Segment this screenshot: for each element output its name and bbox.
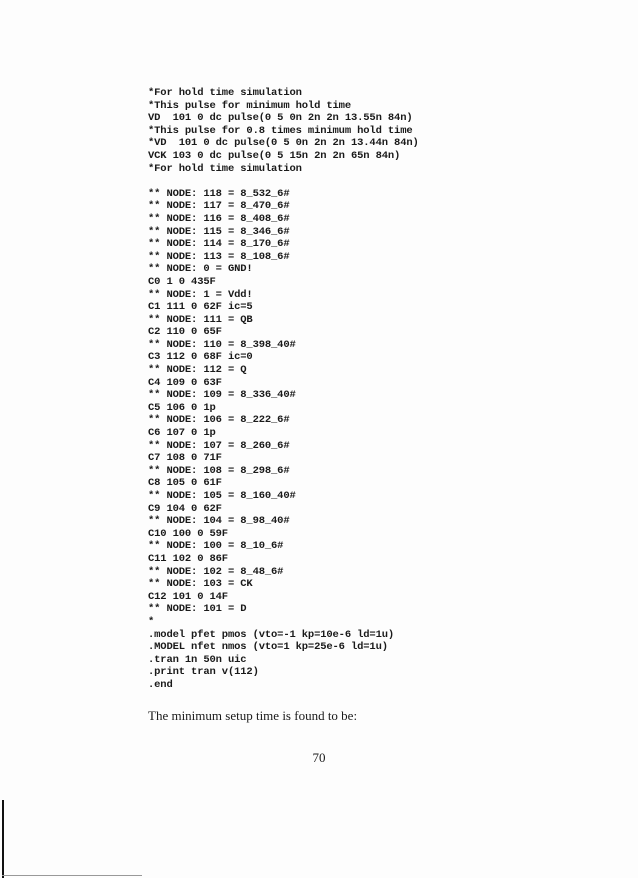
code-blank-line	[148, 175, 419, 188]
code-line: C6 107 0 1p	[148, 427, 216, 440]
code-line: ** NODE: 116 = 8_408_6#	[148, 212, 290, 225]
code-line: ** NODE: 102 = 8_48_6#	[148, 565, 284, 578]
code-line: ** NODE: 105 = 8_160_40#	[148, 490, 296, 502]
code-line: ** NODE: 118 = 8_532_6#	[148, 187, 290, 200]
code-line: C9 104 0 62F	[148, 502, 222, 515]
code-line: ** NODE: 114 = 8_170_6#	[148, 238, 290, 251]
code-line: C3 112 0 68F ic=0	[148, 351, 253, 364]
code-line: C4 109 0 63F	[148, 376, 222, 389]
code-line: ** NODE: 108 = 8_298_6#	[148, 464, 290, 477]
code-line: ** NODE: 101 = D	[148, 603, 247, 616]
code-line: C2 110 0 65F	[148, 326, 222, 339]
code-line: *For hold time simulation	[148, 87, 302, 99]
code-line: C10 100 0 59F	[148, 527, 228, 540]
code-line: C0 1 0 435F	[148, 275, 216, 288]
code-line: C11 102 0 86F	[148, 552, 228, 565]
code-line: C7 108 0 71F	[148, 452, 222, 465]
code-line: ** NODE: 100 = 8_10_6#	[148, 540, 284, 553]
code-line: ** NODE: 104 = 8_98_40#	[148, 515, 290, 528]
code-line: ** NODE: 115 = 8_346_6#	[148, 225, 290, 238]
code-line: ** NODE: 103 = CK	[148, 578, 253, 591]
code-line: ** NODE: 113 = 8_108_6#	[148, 250, 290, 263]
code-line: .tran 1n 50n uic	[148, 653, 247, 666]
code-line: ** NODE: 107 = 8_260_6#	[148, 439, 290, 452]
code-line: ** NODE: 117 = 8_470_6#	[148, 200, 290, 213]
code-line: VD 101 0 dc pulse(0 5 0n 2n 2n 13.55n 84n)	[148, 112, 413, 125]
code-line: ** NODE: 1 = Vdd!	[148, 288, 253, 301]
code-line: C5 106 0 1p	[148, 401, 216, 414]
code-line: ** NODE: 106 = 8_222_6#	[148, 414, 290, 427]
code-line: ** NODE: 109 = 8_336_40#	[148, 389, 296, 402]
code-line: .end	[148, 678, 173, 691]
code-line: C12 101 0 14F	[148, 590, 228, 603]
scan-margin-mark	[2, 800, 4, 878]
code-line: *This pulse for minimum hold time	[148, 99, 351, 112]
code-line: C1 111 0 62F ic=5	[148, 301, 253, 314]
code-line: *VD 101 0 dc pulse(0 5 0n 2n 2n 13.44n 84n)	[148, 137, 419, 150]
code-line: .model pfet pmos (vto=-1 kp=10e-6 ld=1u)	[148, 628, 395, 641]
code-line: *For hold time simulation	[148, 162, 302, 175]
code-line: C8 105 0 61F	[148, 477, 222, 490]
code-line: ** NODE: 111 = QB	[148, 313, 253, 326]
code-line: ** NODE: 0 = GND!	[148, 263, 253, 276]
spice-code-listing	[148, 87, 419, 692]
code-line: *	[148, 615, 155, 628]
scan-bottom-line	[2, 875, 142, 876]
code-line: ** NODE: 110 = 8_398_40#	[148, 338, 296, 351]
code-line: *This pulse for 0.8 times minimum hold time	[148, 124, 413, 137]
code-line: VCK 103 0 dc pulse(0 5 15n 2n 2n 65n 84n)	[148, 149, 401, 162]
code-line: .print tran v(112)	[148, 666, 259, 679]
code-line: ** NODE: 112 = Q	[148, 364, 247, 377]
page-number: 70	[312, 750, 326, 765]
body-text: The minimum setup time is found to be:	[148, 708, 358, 723]
code-line: .MODEL nfet nmos (vto=1 kp=25e-6 ld=1u)	[148, 641, 388, 654]
